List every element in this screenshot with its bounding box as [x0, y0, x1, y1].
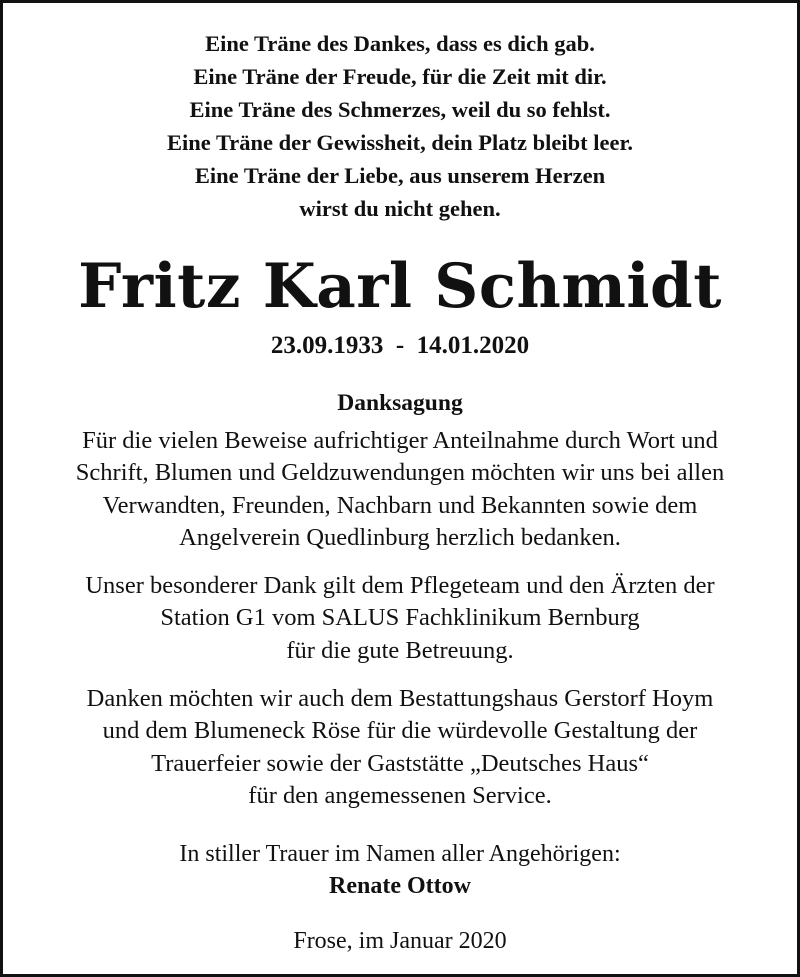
poem-line: Eine Träne der Freude, für die Zeit mit dir.: [193, 64, 607, 89]
closing-line: In stiller Trauer im Namen aller Angehörigen:: [179, 841, 621, 867]
thanks-paragraph: [3, 683, 797, 812]
paragraph-line: Station G1 vom SALUS Fachklinikum Bernburg: [160, 604, 640, 632]
poem-line: Eine Träne der Liebe, aus unserem Herzen: [194, 163, 606, 188]
poem-line: Eine Träne des Schmerzes, weil du so fehlst.: [189, 97, 611, 122]
closing-block: [3, 838, 797, 902]
signer-name: Renate Ottow: [329, 873, 471, 899]
paragraph-line: für den angemessenen Service.: [248, 781, 552, 809]
poem: [3, 27, 797, 225]
poem-line: wirst du nicht gehen.: [299, 196, 501, 221]
thanks-paragraph: [3, 570, 797, 667]
poem-line: Eine Träne des Dankes, dass es dich gab.: [205, 31, 595, 56]
paragraph-line: Danken möchten wir auch dem Bestattungshaus Gerstorf Hoym: [86, 685, 714, 712]
thanks-paragraph: [3, 425, 797, 554]
paragraph-line: für die gute Betreuung.: [286, 636, 514, 664]
paragraph-line: Verwandten, Freunden, Nachbarn und Bekannten sowie dem: [102, 491, 698, 519]
deceased-name: Fritz Karl Schmidt: [78, 251, 722, 322]
paragraph-line: Für die vielen Beweise aufrichtiger Anteilnahme durch Wort und: [82, 427, 718, 454]
poem-line: Eine Träne der Gewissheit, dein Platz bleibt leer.: [166, 130, 634, 155]
place-date: Frose, im Januar 2020: [293, 928, 507, 954]
paragraph-line: Trauerfeier sowie der Gaststätte „Deutsches Haus“: [151, 749, 649, 777]
paragraph-line: Unser besonderer Dank gilt dem Pflegeteam und den Ärzten der: [85, 572, 715, 599]
paragraph-line: und dem Blumeneck Röse für die würdevolle Gestaltung der: [102, 717, 698, 745]
paragraph-line: Schrift, Blumen und Geldzuwendungen möchten wir uns bei allen: [75, 459, 725, 487]
life-dates: 23.09.1933 - 14.01.2020: [270, 332, 530, 359]
paragraph-line: Angelverein Quedlinburg herzlich bedanken.: [179, 523, 621, 551]
section-heading: Danksagung: [337, 390, 463, 416]
